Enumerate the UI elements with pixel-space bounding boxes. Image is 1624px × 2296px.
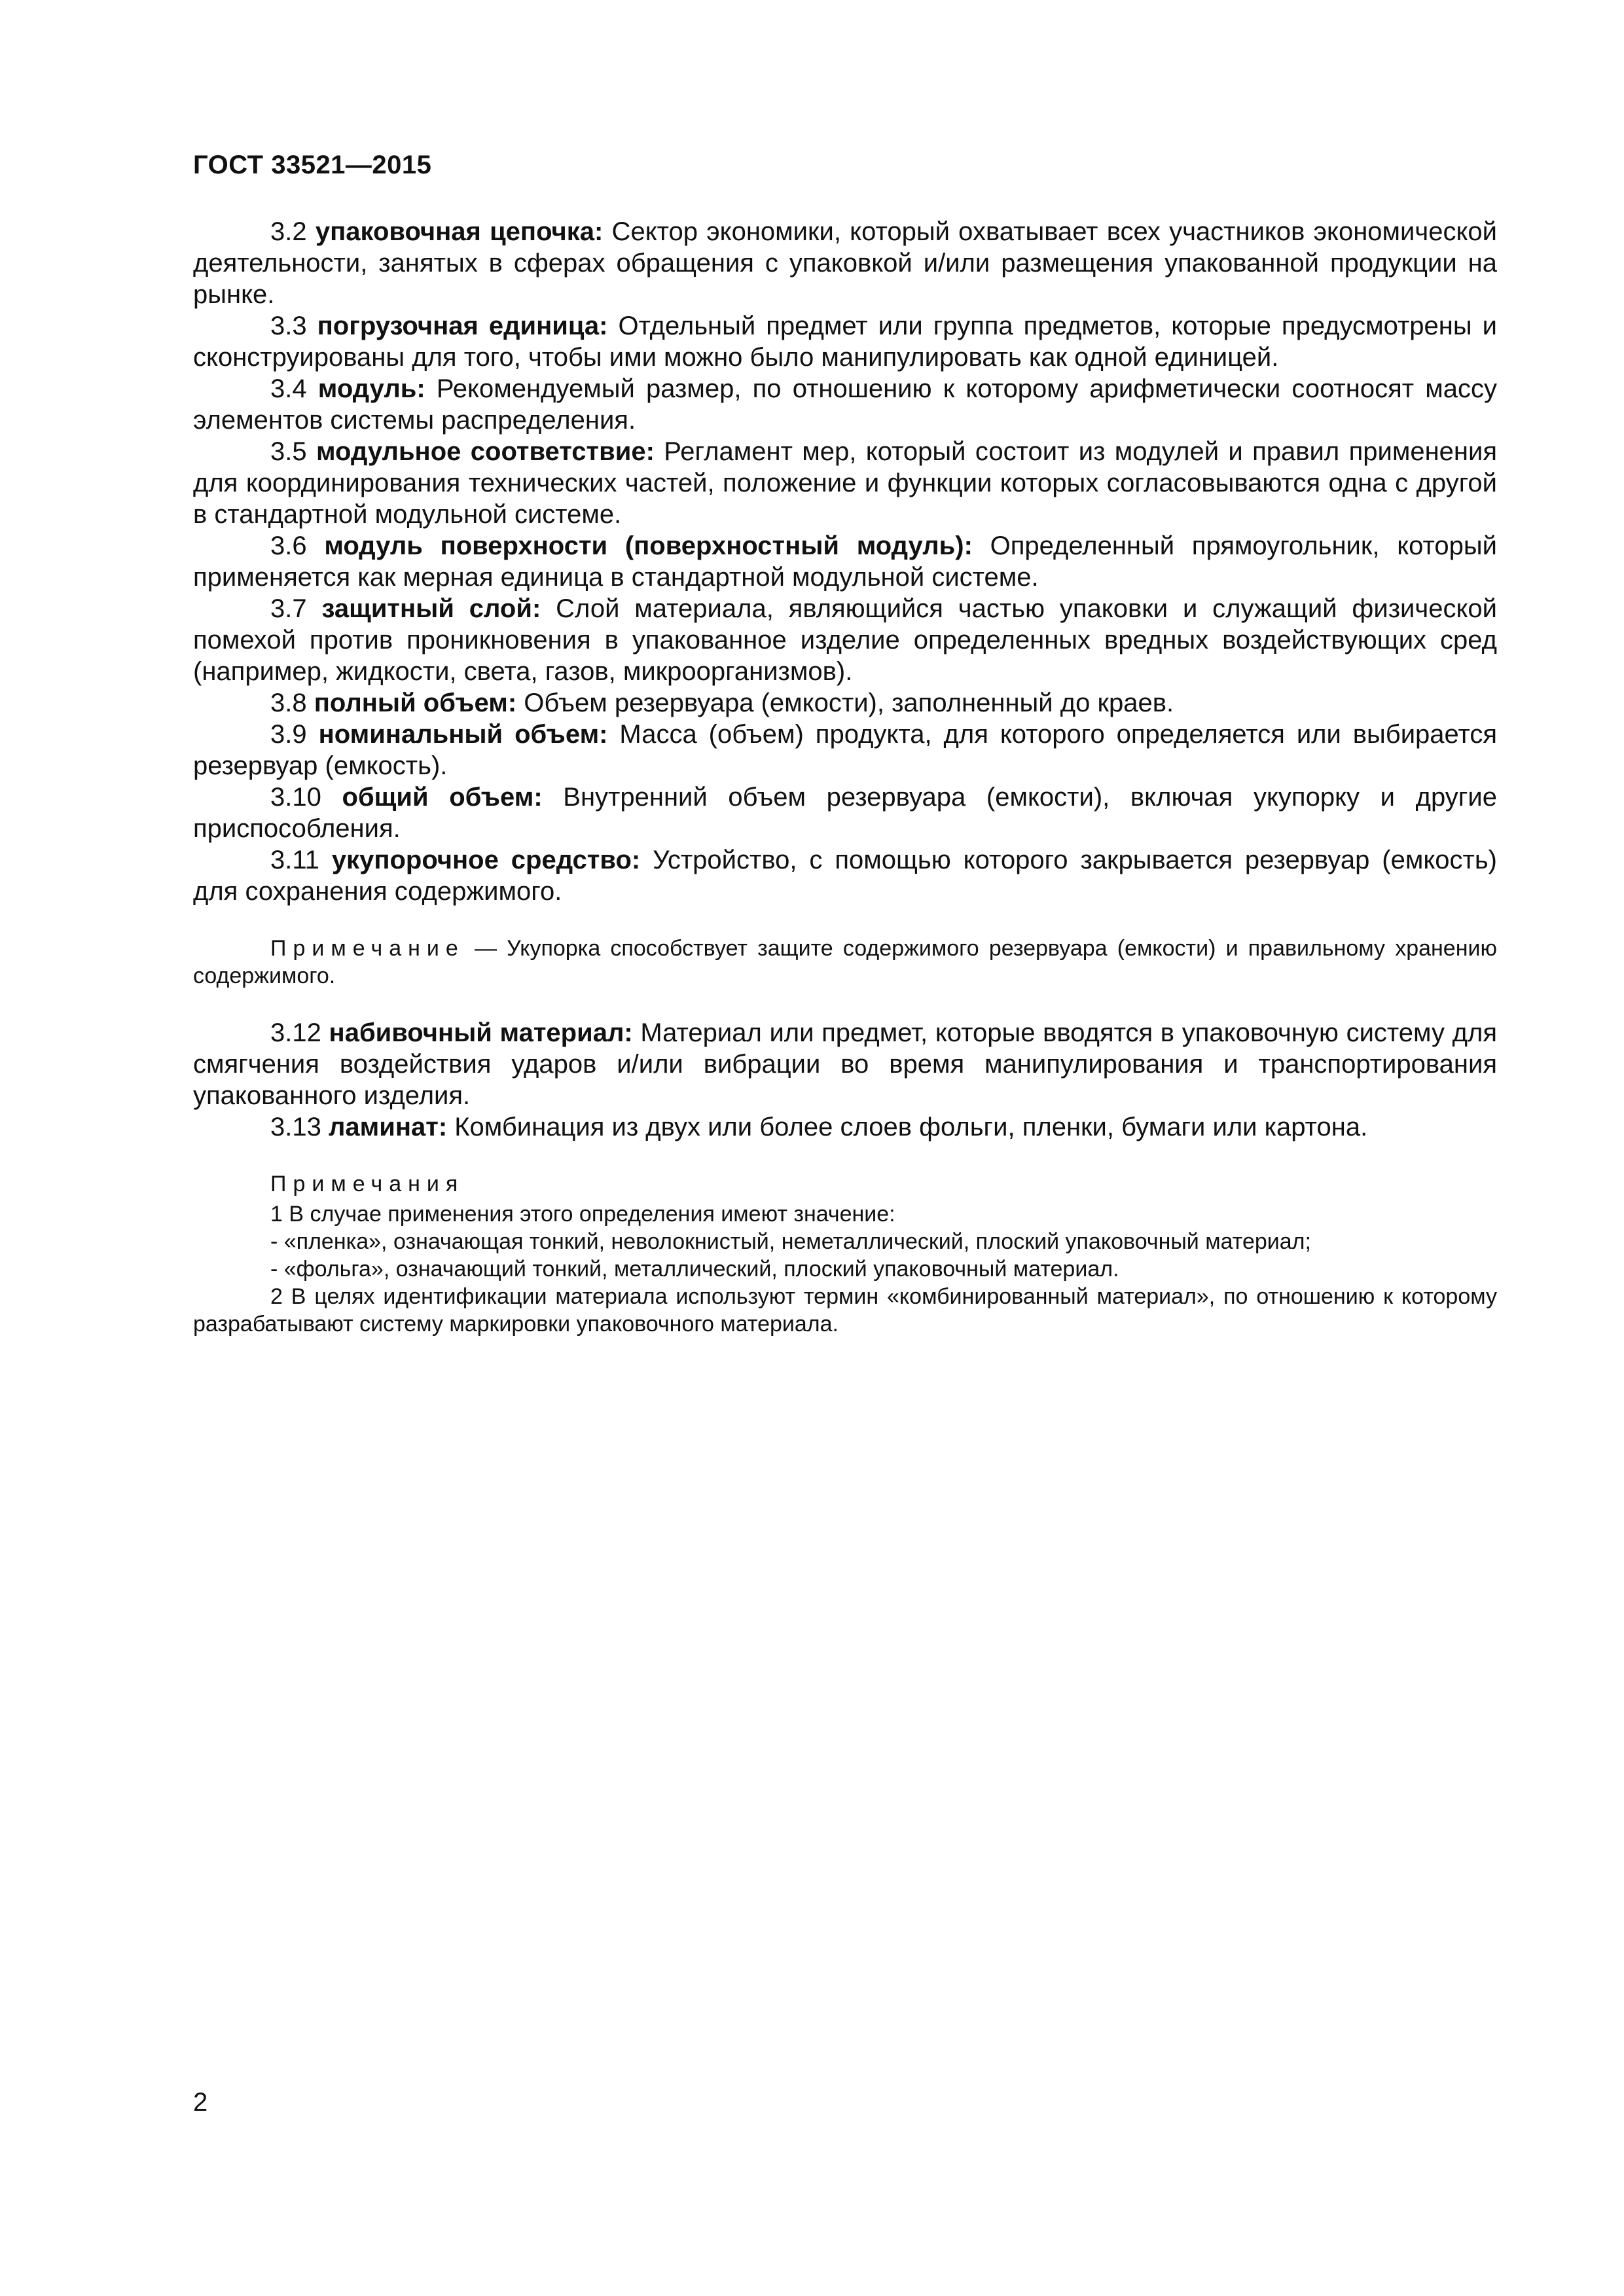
standard-code: ГОСТ 33521—2015	[193, 151, 432, 179]
term-name: набивочный материал:	[329, 1018, 633, 1047]
term-entry-3-13	[193, 1111, 1497, 1143]
term-name: защитный слой:	[321, 594, 541, 623]
term-name: укупорочное средство:	[331, 846, 641, 874]
term-entry-3-12	[193, 1017, 1497, 1111]
note-line: 2 В целях идентификации материала используют термин «комбинированный материал», по отношению к которому разрабатывают систему маркировки упаковочного материала.	[193, 1284, 1497, 1336]
term-name: полный объем:	[314, 689, 517, 717]
term-name: номинальный объем:	[318, 720, 608, 749]
term-definition: Комбинация из двух или более слоев фольги, пленки, бумаги или картона.	[447, 1113, 1368, 1141]
term-entry-3-3	[193, 310, 1497, 373]
term-name: общий объем:	[342, 783, 543, 812]
notes-label: Примечания	[270, 1172, 465, 1196]
note-line: - «пленка», означающая тонкий, неволокнистый, неметаллический, плоский упаковочный материал;	[270, 1229, 1311, 1254]
entry-number: 3.6	[270, 531, 307, 560]
note-text	[193, 935, 1497, 990]
term-entry-3-4	[193, 373, 1497, 436]
term-name: ламинат:	[328, 1113, 448, 1141]
term-entry-3-9	[193, 719, 1497, 781]
entry-number: 3.5	[270, 437, 307, 466]
notes-block-3-13	[193, 1170, 1497, 1338]
note-block-3-11	[193, 935, 1497, 990]
term-name: упаковочная цепочка:	[315, 217, 604, 246]
entry-number: 3.13	[270, 1113, 321, 1141]
term-entry-3-10	[193, 781, 1497, 844]
entry-number: 3.12	[270, 1018, 321, 1047]
term-definition: Определенный прямоугольник, который применяется как мерная единица в стандартной модульной системе.	[193, 531, 1497, 592]
note-line: - «фольга», означающий тонкий, металлический, плоский упаковочный материал.	[270, 1257, 1119, 1282]
note-label: Примечание	[270, 936, 465, 961]
note-body: — Укупорка способствует защите содержимого резервуара (емкости) и правильному хранению содержимого.	[193, 936, 1497, 988]
term-entry-3-7	[193, 593, 1497, 687]
note-line: 1 В случае применения этого определения имеют значение:	[270, 1202, 895, 1227]
term-entry-3-2	[193, 216, 1497, 310]
term-definition: Сектор экономики, который охватывает всех участников экономической деятельности, занятых в сферах обращения с упаковкой и/или размещения упакованной продукции на рынке.	[193, 217, 1497, 309]
term-name: модуль:	[317, 374, 425, 403]
term-definition: Регламент мер, который состоит из модулей и правил применения для координирования технических частей, положение и функции которых согласовываются одна с другой в стандартной модульной системе.	[193, 437, 1498, 529]
term-definition: Материал или предмет, которые вводятся в упаковочную систему для смягчения воздействия ударов и/или вибрации во время манипулирования и транспортирования упакованного изделия.	[193, 1018, 1497, 1110]
term-definition: Масса (объем) продукта, для которого определяется или выбирается резервуар (емкость).	[193, 720, 1497, 780]
term-name: погрузочная единица:	[317, 312, 608, 340]
entry-number: 3.8	[270, 689, 307, 717]
term-entry-3-11	[193, 844, 1497, 907]
entry-number: 3.4	[270, 374, 307, 403]
term-definition: Объем резервуара (емкости), заполненный до краев.	[516, 689, 1174, 717]
entry-number: 3.9	[270, 720, 307, 749]
term-definition: Слой материала, являющийся частью упаковки и служащий физической помехой против проникновения в упакованное изделие определенных вредных воздействующих сред (например, жидкости, света, газов, микроорганизмов).	[193, 594, 1497, 686]
term-definition: Устройство, с помощью которого закрывается резервуар (емкость) для сохранения содержимого.	[193, 846, 1498, 906]
entry-number: 3.2	[270, 217, 307, 246]
term-entry-3-5	[193, 436, 1497, 530]
term-definition: Отдельный предмет или группа предметов, которые предусмотрены и сконструированы для того, чтобы ими можно было манипулировать как одной единицей.	[193, 312, 1497, 372]
term-entry-3-8	[193, 687, 1497, 719]
entry-number: 3.7	[270, 594, 307, 623]
term-name: модуль поверхности (поверхностный модуль):	[324, 531, 973, 560]
entry-number: 3.10	[270, 783, 321, 812]
term-definition: Внутренний объем резервуара (емкости), включая укупорку и другие приспособления.	[193, 783, 1497, 843]
entry-number: 3.11	[270, 846, 319, 874]
page-number: 2	[193, 2088, 208, 2117]
term-entry-3-6	[193, 530, 1497, 593]
term-name: модульное соответствие:	[316, 437, 655, 466]
term-definition: Рекомендуемый размер, по отношению к которому арифметически соотносят массу элементов системы распределения.	[193, 374, 1497, 435]
terms-section	[193, 216, 1497, 1365]
entry-number: 3.3	[270, 312, 307, 340]
